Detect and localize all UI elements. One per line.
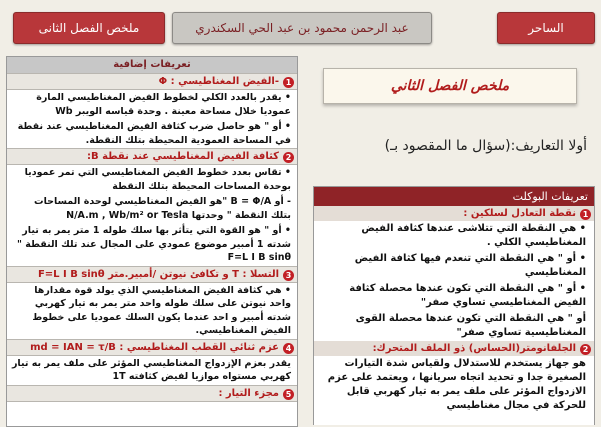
section-heading-text: مجزء التيار : (218, 387, 279, 399)
summary-title: ملخص الفصل الثاني (323, 68, 577, 104)
definition-text: - أو B = Φ/A "هو الفيض المغناطيسي لوحدة المساحات بتلك النقطة " وحدتها N/A.m , Wb/m² or Tesla (34, 196, 291, 221)
additional-definitions-panel (6, 56, 298, 427)
section-number: 2 (283, 152, 294, 163)
booklet-definitions-panel (313, 186, 595, 425)
definition-text: • تقاس بعدد خطوط الفيض المغناطيسي التي تمر عموديا بوحدة المساحات المحيطة بتلك النقطة (24, 167, 291, 192)
definition-text: • يقدر بالعدد الكلي لخطوط الفيض المغناطيسي المارة عموديا خلال مساحة معينة . وحدة قياسه الويبر Wb (36, 92, 291, 117)
definition-text: • هي النقطة التي تتلاشى عندها كثافة الفيض المغناطيسي الكلي . (361, 223, 586, 248)
section-heading-text: نقطة التعادل لسلكين : (463, 208, 576, 219)
section-heading-text: كثافة الفيض المغناطيسي عند نقطة B: (86, 151, 279, 162)
section-number: 1 (580, 209, 591, 220)
section-heading (314, 206, 594, 221)
definition-text: هو جهاز يستخدم للاستدلال ولقياس شدة التيارات الصغيرة جدا و تحديد اتجاه سريانها ، ويعتمد على عزم الازدواج المؤثر على ملف يمر به تيار كهربي قابل للحركة في مجال مغناطيسي (327, 358, 586, 411)
section-number: 5 (283, 389, 294, 400)
header-left-label: ملخص الفصل الثانى (38, 21, 140, 35)
definitions-question-line: أولا التعاريف:(سؤال ما المقصود بـ) (384, 138, 587, 154)
header-author-tag (497, 12, 595, 44)
section-heading-text: عزم ثنائي القطب المغناطيسي : md = IAN = τ/B (30, 341, 279, 353)
definition-text: • أو " هي النقطة التي تنعدم فيها كثافة الفيض المغناطيسي (354, 253, 586, 278)
section-heading (7, 148, 297, 165)
definition-text: • هي كثافة الفيض المغناطيسي الذي يولد قوة مقدارها واحد نيوتن على سلك طوله واحد متر يمر به تيار كهربي شدته أمبير و احد عندما يكون السلك عموديا على خطوط الفيض المغناطيسي. (32, 284, 291, 336)
header-middle-label: عبد الرحمن محمود بن عبد الحي السكندري (195, 21, 409, 35)
section-number: 3 (283, 270, 294, 281)
section-heading-text: التسلا : T و تكافئ نيوتن /أمبير.متر F=L I B sinθ (37, 268, 279, 280)
summary-panel (305, 56, 595, 425)
header-author-name (172, 12, 432, 44)
header-right-label: الساحر (528, 21, 564, 35)
section-heading (314, 341, 594, 356)
section-heading (7, 385, 297, 402)
definition-text: • أو " هو حاصل ضرب كثافة الفيض المغناطيسي عند نقطة في المساحة العمودية المحيطة بتلك النقطة. (17, 121, 291, 146)
booklet-definitions-title: تعريفات البوكلت (314, 187, 594, 206)
definition-text: • أو " هو القوة التي يتأثر بها سلك طوله 1 متر يمر به تيار شدته 1 أمبير موضوع عمودي على المجال عند تلك النقطة " F=L I B sinθ (16, 225, 291, 263)
section-number: 4 (283, 343, 294, 354)
section-heading-text: الجلفانومتر(الحساس) ذو الملف المتحرك: (372, 343, 576, 354)
section-heading (7, 73, 297, 90)
definition-text: أو " هي النقطة التي تكون عندها محصلة القوى المغناطيسية تساوي صفر" (355, 313, 586, 338)
additional-definitions-title: تعريفات إضافية (7, 57, 297, 73)
section-number: 1 (283, 77, 294, 88)
section-heading-text: -الفيض المغناطيسي : Φ (158, 76, 279, 87)
section-heading (7, 266, 297, 283)
header-chapter-tag (13, 12, 165, 44)
definition-text: • أو " هي النقطة التي تكون عندها محصلة كثافة الفيض المغناطيسي تساوي صفر" (349, 283, 586, 308)
section-number: 2 (580, 344, 591, 355)
definition-text: يقدر بعزم الإزدواج المغناطيسي المؤثر على ملف يمر به تيار كهربي مستواه موازيا لفيض كثافته 1T (11, 357, 291, 382)
section-heading (7, 339, 297, 356)
